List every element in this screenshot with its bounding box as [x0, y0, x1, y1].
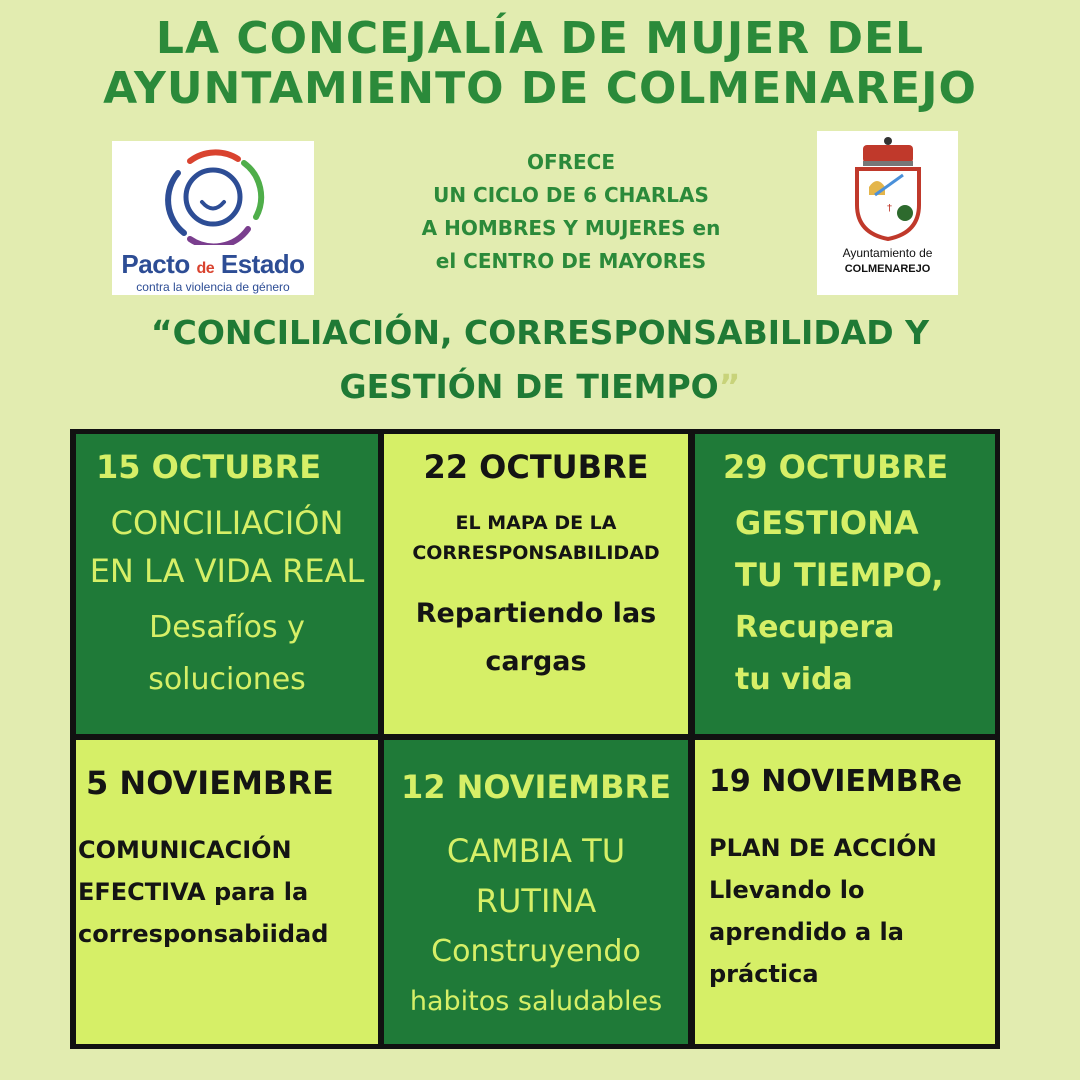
- title-line-1: LA CONCEJALÍA DE MUJER DEL: [155, 13, 925, 64]
- pacto-de-word: de: [196, 260, 215, 277]
- session-topic-line: TU TIEMPO,: [735, 556, 944, 594]
- closing-quote: ”: [718, 367, 741, 406]
- session-card-15-octubre: [76, 434, 378, 734]
- session-subtopic-line: Desafíos y: [149, 610, 305, 645]
- session-topic-line: EN LA VIDA REAL: [89, 552, 365, 590]
- offer-text: [388, 146, 754, 278]
- pacto-smile-logo-icon: [160, 147, 266, 245]
- pacto-logo-name: [112, 249, 314, 280]
- session-subtopic-line: Construyendo: [431, 934, 641, 969]
- session-card-29-octubre: [695, 434, 995, 734]
- colmenarejo-logo: [817, 131, 958, 295]
- subtitle-line-2: [0, 360, 1080, 414]
- session-subtopic-line: soluciones: [148, 662, 306, 697]
- session-topic-line: CONCILIACIÓN: [110, 504, 344, 542]
- session-card-5-noviembre: [76, 740, 378, 1044]
- colmenarejo-label: COLMENAREJO: [844, 263, 931, 275]
- session-subtopic-line: Recupera: [735, 610, 895, 645]
- session-date: 19 NOVIEMBRe: [709, 764, 963, 799]
- session-subtopic-line: cargas: [485, 646, 587, 677]
- pacto-word: Pacto: [121, 249, 190, 279]
- session-date: 5 NOVIEMBRE: [86, 764, 334, 802]
- session-topic-line: GESTIONA: [735, 504, 919, 542]
- subtitle-line-2-text: GESTIÓN DE TIEMPO: [339, 367, 719, 406]
- session-date: 22 OCTUBRE: [423, 448, 649, 486]
- pacto-de-estado-logo: [112, 141, 314, 295]
- coat-of-arms-icon: [847, 135, 929, 243]
- svg-text:†: †: [887, 203, 892, 214]
- session-subtopic-line: habitos saludables: [409, 986, 663, 1017]
- estado-word: Estado: [220, 249, 305, 279]
- session-card-19-noviembre: [695, 740, 995, 1044]
- subtitle-line-1: “CONCILIACIÓN, CORRESPONSABILIDAD Y: [150, 313, 930, 352]
- session-date: 12 NOVIEMBRE: [400, 768, 672, 806]
- subtitle: [0, 306, 1080, 414]
- session-subtopic-line: Repartiendo las: [415, 598, 657, 629]
- session-topic-line: EFECTIVA para la: [78, 878, 309, 906]
- session-topic-line: CORRESPONSABILIDAD: [412, 542, 660, 564]
- session-subtopic-line: aprendido a la: [709, 918, 904, 946]
- session-subtopic-line: Llevando lo: [709, 876, 865, 904]
- offer-line: A HOMBRES Y MUJERES en: [421, 216, 721, 240]
- sessions-grid: [70, 429, 1000, 1049]
- title-line-2: AYUNTAMIENTO DE COLMENAREJO: [103, 63, 977, 114]
- page-title: [0, 14, 1080, 114]
- session-topic-line: corresponsabiidad: [78, 920, 329, 948]
- session-date: 29 OCTUBRE: [723, 448, 949, 486]
- session-topic-line: CAMBIA TU: [446, 832, 626, 870]
- pacto-logo-tagline: contra la violencia de género: [136, 280, 290, 294]
- session-topic-line: PLAN DE ACCIÓN: [709, 834, 937, 862]
- session-topic-line: COMUNICACIÓN: [78, 836, 292, 864]
- session-subtopic-line: práctica: [709, 960, 819, 988]
- offer-line: el CENTRO DE MAYORES: [435, 249, 707, 273]
- offer-line: UN CICLO DE 6 CHARLAS: [433, 183, 709, 207]
- session-topic-line: RUTINA: [475, 882, 597, 920]
- ayuntamiento-label: Ayuntamiento de: [842, 246, 933, 260]
- session-card-12-noviembre: [384, 740, 688, 1044]
- session-date: 15 OCTUBRE: [96, 448, 322, 486]
- offer-line: OFRECE: [526, 150, 616, 174]
- session-card-22-octubre: [384, 434, 688, 734]
- session-topic-line: EL MAPA DE LA: [455, 512, 617, 534]
- session-subtopic-line: tu vida: [735, 662, 853, 697]
